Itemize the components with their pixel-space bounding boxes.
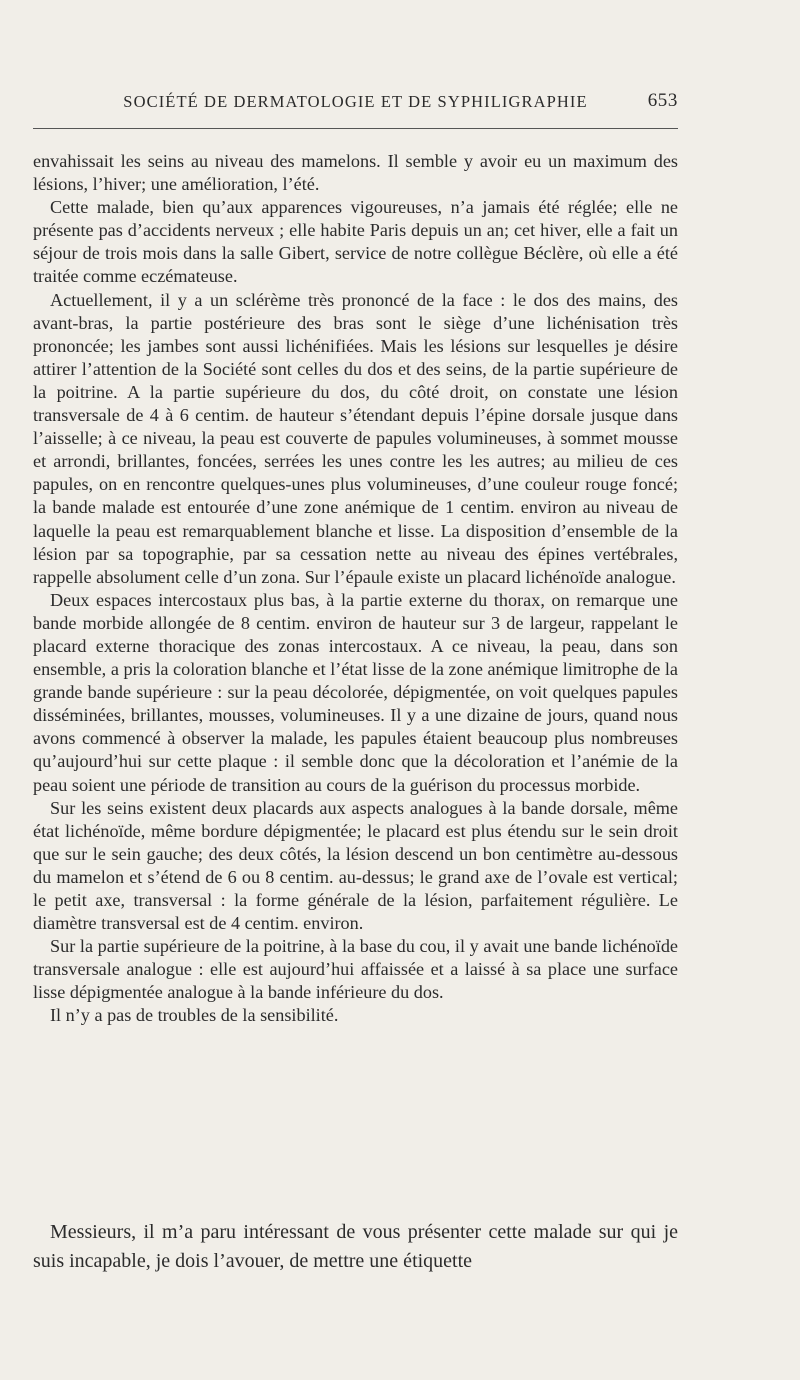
paragraph-3: Actuellement, il y a un sclérème très prononcé de la face : le dos des mains, des avant-bras, la partie postérieure des bras sont le siège d’une lichénisation très prononcée; les jambes sont aussi lichénifiées. Mais les lésions sur lesquelles je désire attirer l’attention de la Société sont celles du dos et des seins, de la partie supérieure de la poitrine. A la partie supérieure du dos, du côté droit, on constate une lésion transversale de 4 à 6 centim. de hauteur s’étendant depuis l’épine dorsale jusque dans l’aisselle; à ce niveau, la peau est couverte de papules volumineuses, à sommet mousse et arrondi, brillantes, foncées, serrées les unes contre les les autres; au milieu de ces papules, on en rencontre quelques-unes plus volumineuses, d’une couleur rouge foncé; la bande malade est entourée d’une zone anémique de 1 centim. environ au niveau de laquelle la peau est remarquablement blanche et lisse. La disposition d’ensemble de la lésion par sa topographie, par sa cessation nette au niveau des épines vertébrales, rappelle absolument celle d’un zona. Sur l’épaule existe un placard lichénoïde analogue. bbox=[33, 289, 678, 587]
header-rule bbox=[33, 128, 678, 129]
body-text bbox=[33, 150, 678, 1028]
paragraph-6: Sur la partie supérieure de la poitrine, à la base du cou, il y avait une bande lichénoïde transversale analogue : elle est aujourd’hui affaissée et a laissé à sa place une surface lisse dépigmentée analogue à la bande inférieure du dos. bbox=[33, 936, 678, 1003]
closing-text bbox=[33, 1218, 678, 1276]
paragraph-4: Deux espaces intercostaux plus bas, à la partie externe du thorax, on remarque une bande morbide allongée de 8 centim. environ de hauteur sur 3 de largeur, rappelant le placard externe thoracique des zonas intercostaux. A ce niveau, la peau, dans son ensemble, a pris la coloration blanche et l’état lisse de la zone anémique limitrophe de la grande bande supérieure : sur la peau décolorée, dépigmentée, on voit quelques papules disséminées, brillantes, mousses, volumineuses. Il y a une dizaine de jours, quand nous avons commencé à observer la malade, les papules étaient beaucoup plus nombreuses qu’aujourd’hui sur cette plaque : il semble donc que la décoloration et l’anémie de la peau soient une période de transition au cours de la guérison du processus morbide. bbox=[33, 589, 678, 795]
paragraph-5: Sur les seins existent deux placards aux aspects analogues à la bande dorsale, même état lichénoïde, même bordure dépigmentée; le placard est plus étendu sur le sein droit que sur le sein gauche; des deux côtés, la lésion descend un bon centimètre au-dessous du mamelon et s’étend de 6 ou 8 centim. au-dessus; le grand axe de l’ovale est vertical; le petit axe, transversal : la forme générale de la lésion, parfaitement régulière. Le diamètre transversal est de 4 centim. environ. bbox=[33, 797, 678, 934]
paragraph-2: Cette malade, bien qu’aux apparences vigoureuses, n’a jamais été réglée; elle ne présente pas d’accidents nerveux ; elle habite Paris depuis un an; cet hiver, elle a fait un séjour de trois mois dans la salle Gibert, service de notre collègue Béclère, où elle a été traitée comme eczémateuse. bbox=[33, 197, 678, 287]
paragraph-1: envahissait les seins au niveau des mamelons. Il semble y avoir eu un maximum des lésions, l’hiver; une amélioration, l’été. bbox=[33, 151, 678, 195]
paragraph-7: Il n’y a pas de troubles de la sensibilité. bbox=[50, 1005, 339, 1026]
running-title: SOCIÉTÉ DE DERMATOLOGIE ET DE SYPHILIGRAPHIE bbox=[123, 92, 588, 111]
running-header bbox=[33, 84, 678, 124]
page-number: 653 bbox=[647, 90, 678, 111]
closing-paragraph: Messieurs, il m’a paru intéressant de vous présenter cette malade sur qui je suis incapable, je dois l’avouer, de mettre une étiquette bbox=[33, 1221, 678, 1272]
document-page bbox=[33, 84, 678, 1272]
